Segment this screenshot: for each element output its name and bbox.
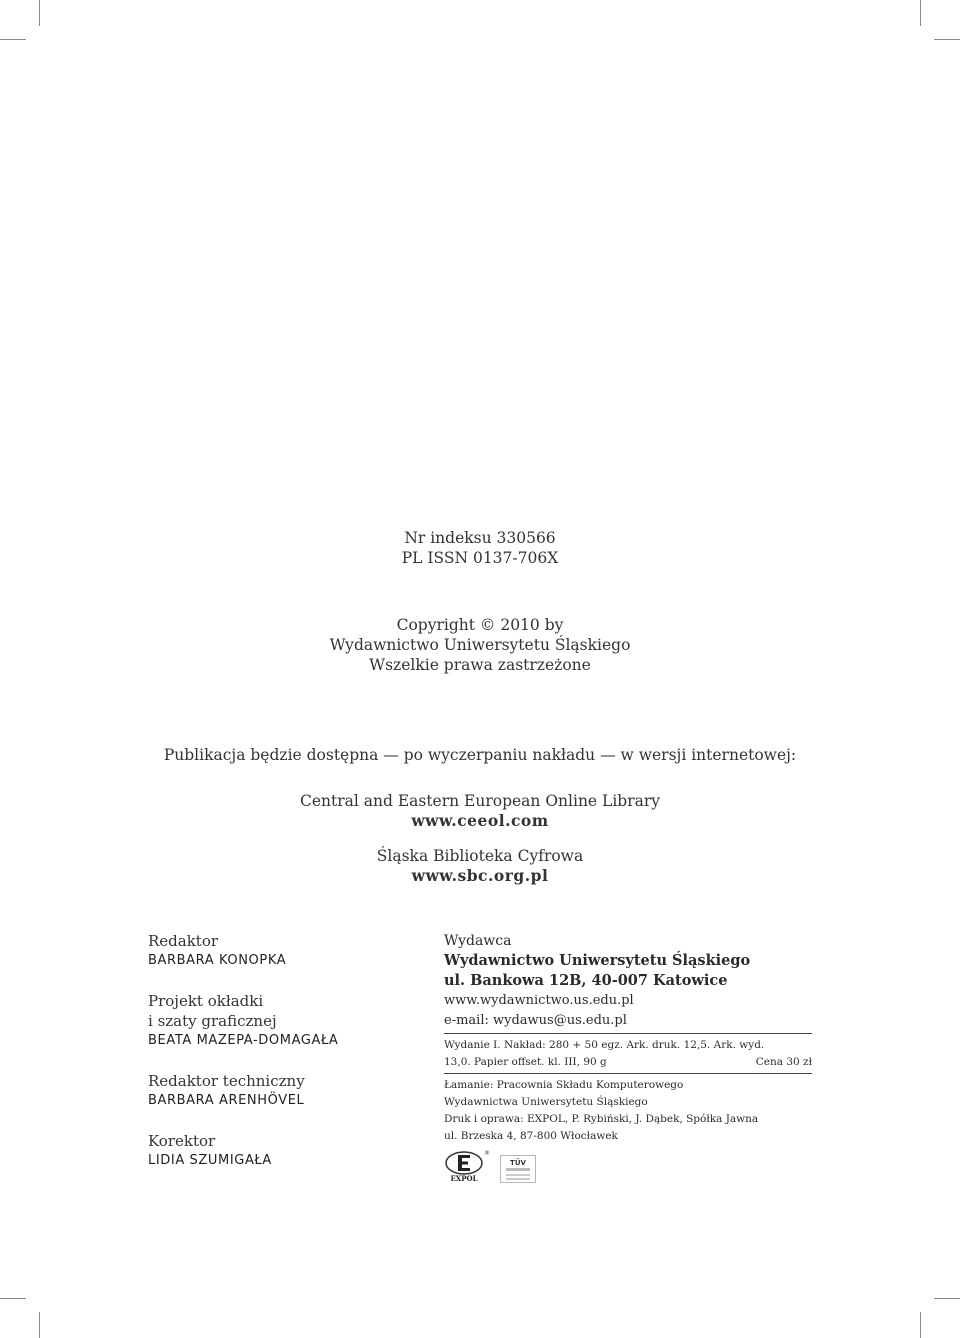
publisher-address: ul. Bankowa 12B, 40-007 Katowice bbox=[444, 972, 728, 989]
printer-address: ul. Brzeska 4, 87-800 Włocławek bbox=[444, 1130, 618, 1142]
cover-label-2: i szaty graficznej bbox=[148, 1012, 277, 1030]
printer-logos bbox=[444, 1149, 812, 1183]
publisher-column bbox=[444, 931, 812, 1183]
crop-mark-bottom-right-v bbox=[920, 1312, 921, 1338]
cover-label: Projekt okładki bbox=[148, 992, 264, 1010]
crop-mark-top-right-h bbox=[934, 39, 960, 40]
copyright-block bbox=[0, 615, 960, 675]
availability-intro: Publikacja będzie dostępna — po wyczerpaniu nakładu — w wersji internetowej: bbox=[163, 746, 797, 764]
library-ceeol-url[interactable]: www.ceeol.com bbox=[411, 811, 549, 830]
crop-mark-bottom-right-h bbox=[934, 1298, 960, 1299]
issn: PL ISSN 0137-706X bbox=[401, 549, 559, 567]
tech-editor-name: BARBARA ARENHÖVEL bbox=[148, 1093, 305, 1108]
proofreader-name: LIDIA SZUMIGAŁA bbox=[148, 1153, 272, 1168]
tech-editor-label: Redaktor techniczny bbox=[148, 1072, 305, 1090]
copyright-line: Copyright © 2010 by bbox=[396, 616, 564, 634]
proofreader-label: Korektor bbox=[148, 1132, 216, 1150]
library-sbc-url[interactable]: www.sbc.org.pl bbox=[411, 866, 549, 885]
crop-mark-bottom-left-v bbox=[39, 1312, 40, 1338]
typesetting-line: Łamanie: Pracownia Składu Komputerowego bbox=[444, 1079, 684, 1091]
svg-text:®: ® bbox=[484, 1150, 490, 1157]
cover-designer-name: BEATA MAZEPA-DOMAGAŁA bbox=[148, 1033, 339, 1048]
printing-line: Druk i oprawa: EXPOL, P. Rybiński, J. Dąbek, Spółka Jawna bbox=[444, 1113, 759, 1125]
availability-block bbox=[0, 745, 960, 765]
library-sbc bbox=[0, 846, 960, 886]
publisher-email[interactable]: e-mail: wydawus@us.edu.pl bbox=[444, 1013, 627, 1028]
edition-line-2 bbox=[444, 1054, 812, 1071]
divider bbox=[444, 1073, 812, 1074]
library-sbc-name: Śląska Biblioteka Cyfrowa bbox=[376, 847, 584, 865]
typesetting-org: Wydawnictwa Uniwersytetu Śląskiego bbox=[444, 1096, 648, 1108]
library-ceeol bbox=[0, 791, 960, 831]
rights-reserved: Wszelkie prawa zastrzeżone bbox=[369, 656, 591, 674]
copyright-holder: Wydawnictwo Uniwersytetu Śląskiego bbox=[329, 636, 631, 654]
edition-paper: 13,0. Papier offset. kl. III, 90 g bbox=[444, 1056, 607, 1068]
index-block bbox=[0, 528, 960, 568]
edition-line-1: Wydanie I. Nakład: 280 + 50 egz. Ark. druk. 12,5. Ark. wyd. bbox=[444, 1039, 765, 1051]
crop-mark-top-right-v bbox=[920, 0, 921, 26]
publisher-label: Wydawca bbox=[444, 933, 512, 949]
editor-name: BARBARA KONOPKA bbox=[148, 953, 287, 968]
credits-column bbox=[148, 931, 408, 1171]
library-ceeol-name: Central and Eastern European Online Library bbox=[299, 792, 661, 810]
divider bbox=[444, 1033, 812, 1034]
tuv-logo-text: TÜV bbox=[510, 1159, 526, 1167]
crop-mark-bottom-left-h bbox=[0, 1298, 26, 1299]
crop-mark-top-left-h bbox=[0, 39, 26, 40]
price: Cena 30 zł bbox=[755, 1056, 812, 1068]
expol-logo-text: EXPOL bbox=[450, 1174, 478, 1183]
expol-logo bbox=[444, 1149, 490, 1183]
editor-label: Redaktor bbox=[148, 932, 219, 950]
publisher-website[interactable]: www.wydawnictwo.us.edu.pl bbox=[444, 993, 634, 1008]
crop-mark-top-left-v bbox=[39, 0, 40, 26]
index-number: Nr indeksu 330566 bbox=[404, 529, 556, 547]
tuv-certificate-logo bbox=[500, 1155, 536, 1183]
publisher-name: Wydawnictwo Uniwersytetu Śląskiego bbox=[444, 952, 751, 969]
